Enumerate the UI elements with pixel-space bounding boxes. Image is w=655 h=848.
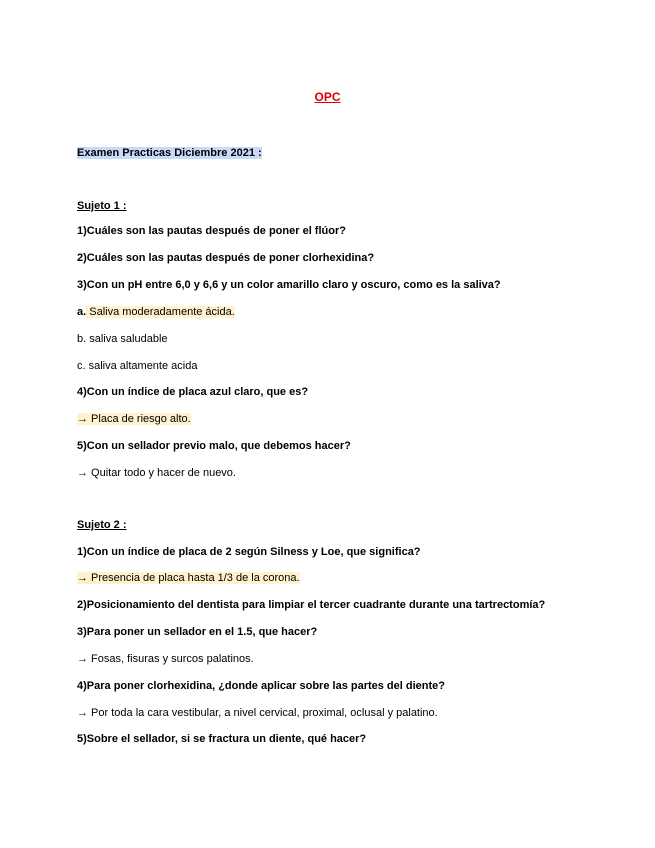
subject2-answer-4: → Por toda la cara vestibular, a nivel cervical, proximal, oclusal y palatino. [77, 707, 438, 719]
option-a-text: Saliva moderadamente ácida. [86, 306, 235, 318]
option-a-prefix: a. [77, 306, 87, 318]
subject2-question-3: 3)Para poner un sellador en el 1.5, que hacer? [77, 626, 318, 638]
answer-4-text: → Placa de riesgo alto. [77, 413, 191, 425]
subject2-question-4: 4)Para poner clorhexidina, ¿donde aplicar sobre las partes del diente? [77, 680, 445, 692]
subject2-question-5: 5)Sobre el sellador, si se fractura un diente, qué hacer? [77, 733, 367, 745]
subject1-heading: Sujeto 1 : [77, 200, 127, 212]
subject2-question-1: 1)Con un índice de placa de 2 según Silness y Loe, que significa? [77, 546, 421, 558]
subject1-question-3: 3)Con un pH entre 6,0 y 6,6 y un color amarillo claro y oscuro, como es la saliva? [77, 279, 501, 291]
subject1-question-1: 1)Cuáles son las pautas después de poner el flúor? [77, 225, 346, 237]
document-title: OPC [314, 90, 341, 104]
subject1-option-a [77, 305, 235, 319]
subject2-answer-3: → Fosas, fisuras y surcos palatinos. [77, 653, 254, 665]
subject1-question-2: 2)Cuáles son las pautas después de poner clorhexidina? [77, 252, 375, 264]
subject1-question-5: 5)Con un sellador previo malo, que debemos hacer? [77, 440, 351, 452]
subject2-heading: Sujeto 2 : [77, 519, 127, 531]
subject1-answer-4 [77, 412, 191, 426]
subject1-answer-5: → Quitar todo y hacer de nuevo. [77, 467, 236, 479]
subject2-question-2: 2)Posicionamiento del dentista para limpiar el tercer cuadrante durante una tartrectomía? [77, 599, 546, 611]
subject2-answer-1 [77, 571, 300, 585]
subject1-option-b: b. saliva saludable [77, 333, 168, 345]
subject1-option-c: c. saliva altamente acida [77, 360, 198, 372]
exam-heading [77, 146, 262, 160]
subject1-question-4: 4)Con un índice de placa azul claro, que es? [77, 386, 309, 398]
exam-heading-text: Examen Practicas Diciembre 2021 : [77, 147, 262, 159]
answer-1-text: → Presencia de placa hasta 1/3 de la corona. [77, 572, 300, 584]
